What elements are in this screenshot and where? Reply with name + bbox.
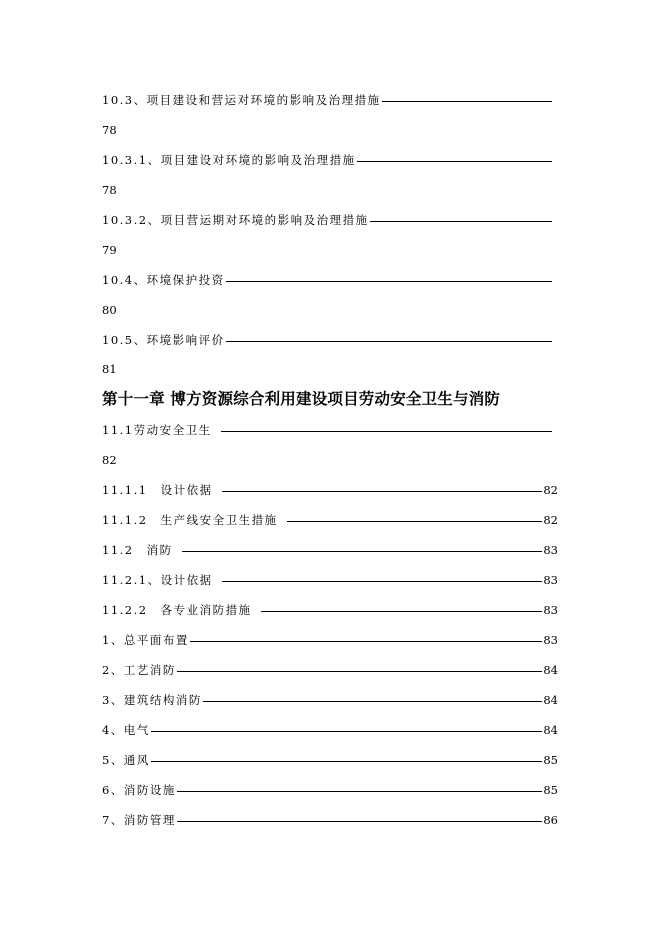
toc-entry-page: 83	[543, 573, 558, 587]
toc-entry[interactable]	[102, 720, 558, 740]
toc-entry-label: 10.3.2、项目营运期对环境的影响及治理措施	[102, 213, 369, 227]
toc-entry[interactable]	[102, 270, 553, 290]
dot-leader	[287, 521, 543, 522]
toc-entry[interactable]	[102, 540, 558, 560]
toc-entry[interactable]	[102, 600, 558, 620]
dot-leader	[203, 701, 543, 702]
toc-entry-label: 11.1.2 生产线安全卫生措施	[102, 513, 278, 527]
toc-entry[interactable]	[102, 690, 558, 710]
toc-entry-page: 81	[102, 362, 117, 376]
toc-entry-page: 80	[102, 303, 117, 317]
dot-leader	[151, 761, 543, 762]
dot-leader	[177, 821, 543, 822]
toc-entry[interactable]	[102, 150, 553, 170]
dot-leader	[370, 221, 552, 222]
toc-entry-label: 11.1劳动安全卫生	[102, 423, 212, 437]
toc-entry-label: 7、消防管理	[102, 813, 176, 827]
toc-entry-label: 10.3.1、项目建设对环境的影响及治理措施	[102, 153, 356, 167]
dot-leader	[221, 431, 552, 432]
toc-entry-page: 83	[543, 543, 558, 557]
toc-entry-label: 11.1.1 设计依据	[102, 483, 213, 497]
dot-leader	[177, 671, 543, 672]
toc-entry[interactable]	[102, 90, 553, 110]
toc-entry[interactable]	[102, 510, 558, 530]
toc-entry[interactable]	[102, 570, 558, 590]
toc-entry-page: 84	[543, 693, 558, 707]
toc-entry[interactable]	[102, 480, 558, 500]
toc-entry[interactable]	[102, 810, 558, 830]
toc-entry-page: 83	[543, 633, 558, 647]
toc-entry-label: 4、电气	[102, 723, 150, 737]
dot-leader	[261, 611, 543, 612]
toc-entry-page: 86	[543, 813, 558, 827]
toc-entry-label: 11.2 消防	[102, 543, 173, 557]
toc-entry-label: 3、建筑结构消防	[102, 693, 202, 707]
toc-entry[interactable]	[102, 750, 558, 770]
toc-entry-page: 84	[543, 663, 558, 677]
dot-leader	[182, 551, 543, 552]
toc-entry-page: 83	[543, 603, 558, 617]
toc-entry[interactable]	[102, 210, 553, 230]
toc-entry-label: 11.2.1、设计依据	[102, 573, 213, 587]
dot-leader	[226, 281, 552, 282]
toc-entry-label: 5、通风	[102, 753, 150, 767]
toc-entry-page: 84	[543, 723, 558, 737]
dot-leader	[382, 101, 552, 102]
dot-leader	[222, 491, 543, 492]
toc-entry[interactable]	[102, 630, 558, 650]
dot-leader	[226, 341, 552, 342]
toc-entry[interactable]	[102, 780, 558, 800]
toc-entry[interactable]	[102, 330, 553, 350]
toc-entry-page: 82	[543, 513, 558, 527]
dot-leader	[357, 161, 552, 162]
toc-entry-page: 85	[543, 783, 558, 797]
toc-entry-page: 79	[102, 243, 117, 257]
toc-entry-label: 10.3、项目建设和营运对环境的影响及治理措施	[102, 93, 381, 107]
dot-leader	[151, 731, 543, 732]
chapter-heading[interactable]: 第十一章 博方资源综合利用建设项目劳动安全卫生与消防	[102, 389, 501, 408]
toc-entry[interactable]	[102, 660, 558, 680]
toc-entry-label: 1、总平面布置	[102, 633, 189, 647]
toc-entry-page: 78	[102, 123, 117, 137]
dot-leader	[222, 581, 543, 582]
toc-entry-label: 10.5、环境影响评价	[102, 333, 225, 347]
toc-entry-label: 2、工艺消防	[102, 663, 176, 677]
toc-entry-page: 85	[543, 753, 558, 767]
toc-entry-page: 78	[102, 183, 117, 197]
toc-entry-label: 11.2.2 各专业消防措施	[102, 603, 252, 617]
toc-entry-label: 10.4、环境保护投资	[102, 273, 225, 287]
toc-entry[interactable]	[102, 420, 553, 440]
toc-entry-page: 82	[102, 453, 117, 467]
toc-entry-label: 6、消防设施	[102, 783, 176, 797]
dot-leader	[190, 641, 543, 642]
dot-leader	[177, 791, 543, 792]
toc-entry-page: 82	[543, 483, 558, 497]
